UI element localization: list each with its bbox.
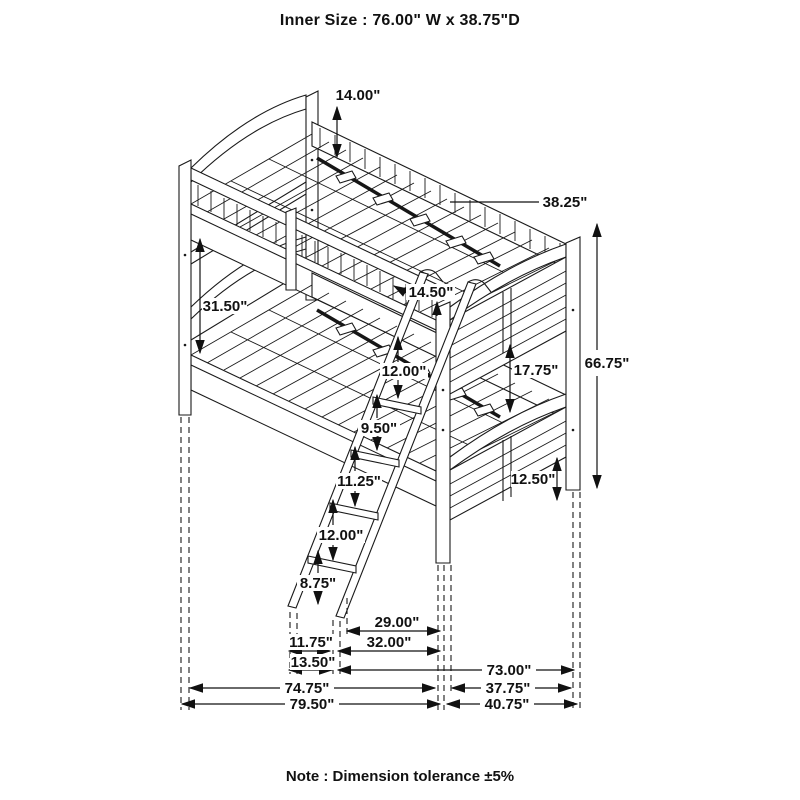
rear-right-post [566, 237, 580, 490]
dim-label-overall-width: 40.75" [484, 695, 530, 713]
dim-label-length-to-post: 74.75" [284, 679, 330, 697]
dim-label-overall-height: 66.75" [584, 354, 630, 372]
dim-label-width-between-posts: 37.75" [485, 679, 531, 697]
dim-label-rail-to-rung: 12.00" [381, 362, 427, 380]
dim-label-rung-spacing-top: 9.50" [360, 419, 398, 437]
dim-label-footboard-gap: 17.75" [513, 361, 559, 379]
dim-label-ladder-width: 11.75" [289, 633, 333, 651]
dim-label-rung-spacing-mid: 11.25" [337, 472, 381, 490]
dim-label-guard-height: 14.00" [335, 86, 381, 104]
dim-label-ladder-footprint: 13.50" [290, 653, 336, 671]
dim-label-overall-length: 79.50" [289, 695, 335, 713]
footboard [436, 237, 580, 563]
inner-size-title: Inner Size : 76.00" W x 38.75"D [279, 12, 521, 29]
dim-label-rung-spacing-low: 12.00" [318, 526, 364, 544]
dim-label-bunk-clearance: 31.50" [202, 297, 248, 315]
guard-rail-mid-post [286, 208, 296, 290]
dim-label-rung-to-floor: 8.75" [299, 574, 337, 592]
dim-label-lower-rail-height: 12.50" [510, 470, 556, 488]
front-left-post [179, 160, 191, 415]
dim-label-ladder-inner-span: 32.00" [366, 633, 412, 651]
dim-label-top-depth: 38.25" [542, 193, 588, 211]
dim-label-front-rail-height: 14.50" [408, 283, 454, 301]
tolerance-note: Note : Dimension tolerance ±5% [285, 768, 515, 785]
dim-label-ladder-span: 29.00" [374, 613, 420, 631]
dim-label-frame-length: 73.00" [486, 661, 532, 679]
